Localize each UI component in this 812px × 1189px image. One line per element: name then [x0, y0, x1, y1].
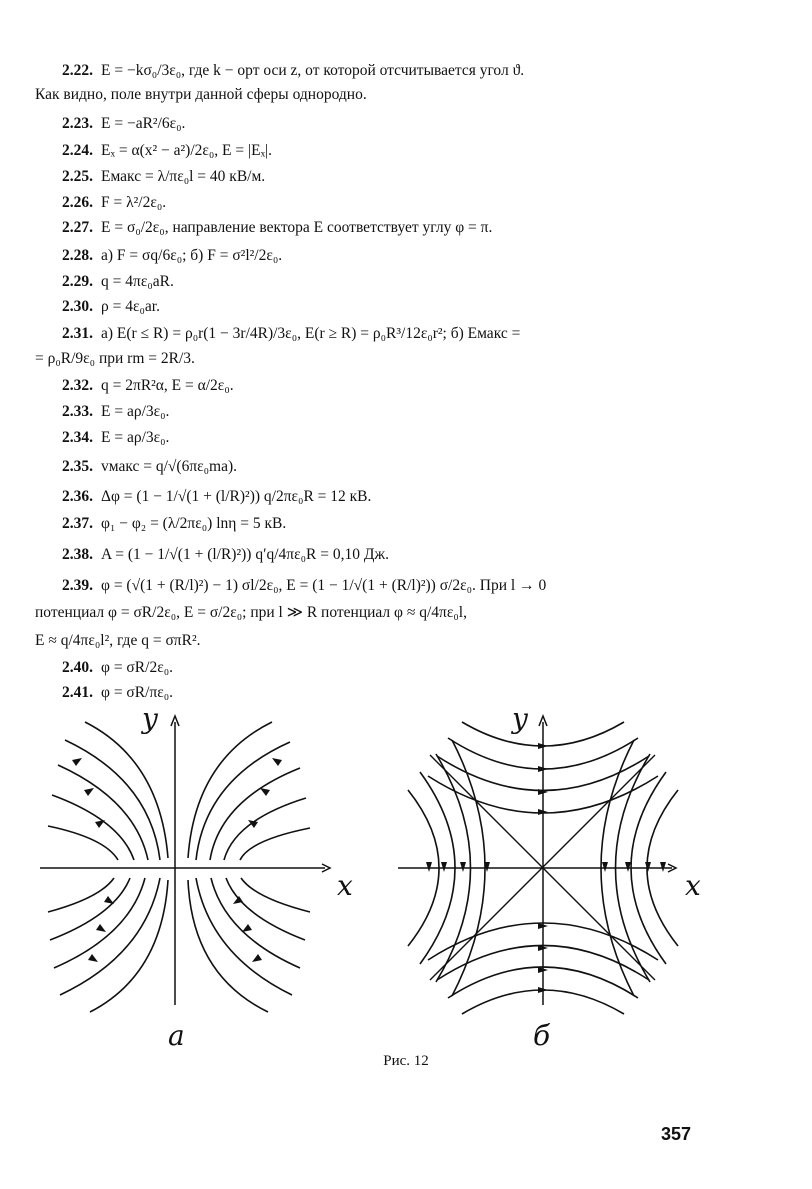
answer-2-35: [62, 458, 237, 476]
panel-a: [40, 702, 353, 1050]
answer-text: потенциал φ = σR/2ε₀, E = σ/2ε₀; при l ≫ R потенциал φ ≈ q/4πε₀l,: [35, 604, 467, 621]
answer-text: Eₓ = α(x² − a²)/2ε₀, E = |Eₓ|.: [101, 142, 273, 159]
answer-number: 2.36.: [62, 488, 93, 505]
answer-text: Как видно, поле внутри данной сферы однородно.: [35, 86, 367, 103]
answer-number: 2.29.: [62, 273, 93, 290]
answer-number: 2.39.: [62, 577, 93, 594]
answer-number: 2.38.: [62, 546, 93, 563]
field-lines-a: [48, 722, 310, 1012]
answer-number: 2.31.: [62, 325, 93, 342]
answer-text: Eмакс = λ/πε₀l = 40 кВ/м.: [101, 168, 266, 185]
answer-2-23: [62, 115, 185, 133]
answer-2-39-cont2: [35, 632, 200, 650]
answer-number: 2.28.: [62, 247, 93, 264]
answer-number: 2.33.: [62, 403, 93, 420]
page-number: 357: [661, 1124, 692, 1144]
x-axis-label: x: [685, 869, 701, 902]
answer-text: A = (1 − 1/√(1 + (l/R)²)) q′q/4πε₀R = 0,10 Дж.: [101, 546, 389, 563]
answer-number: 2.22.: [62, 62, 93, 79]
answer-text: φ₁ − φ₂ = (λ/2πε₀) lnη = 5 кВ.: [101, 515, 287, 532]
answer-2-32: [62, 377, 234, 395]
answer-number: 2.26.: [62, 194, 93, 211]
answer-text: Δφ = (1 − 1/√(1 + (l/R)²)) q/2πε₀R = 12 кВ.: [101, 488, 372, 505]
answer-2-31-cont: [35, 350, 195, 368]
answer-number: 2.34.: [62, 429, 93, 446]
x-axis-label: x: [337, 869, 353, 902]
y-axis-label: y: [142, 702, 158, 735]
answer-text: E ≈ q/4πε₀l², где q = σπR².: [35, 632, 201, 649]
answer-number: 2.40.: [62, 659, 93, 676]
answer-number: 2.25.: [62, 168, 93, 185]
answer-2-22-cont: [35, 86, 367, 104]
answer-2-40: [62, 659, 173, 677]
answer-text: E = −aR²/6ε₀.: [101, 115, 186, 132]
panel-b: [398, 702, 701, 1050]
answer-number: 2.23.: [62, 115, 93, 132]
answer-text: φ = (√(1 + (R/l)²) − 1) σl/2ε₀, E = (1 − 1/√(1 + (R/l)²)) σ/2ε₀. При l → 0: [101, 577, 547, 594]
answer-2-34: [62, 429, 169, 447]
answer-text: F = λ²/2ε₀.: [101, 194, 167, 211]
answer-2-24: [62, 142, 272, 160]
answer-2-26: [62, 194, 166, 212]
answer-text: а) E(r ≤ R) = ρ₀r(1 − 3r/4R)/3ε₀, E(r ≥ R) = ρ₀R³/12ε₀r²; б) Eмакс =: [101, 325, 521, 342]
answer-text: φ = σR/2ε₀.: [101, 659, 173, 676]
answer-2-37: [62, 515, 286, 533]
answer-2-28: [62, 247, 282, 265]
answer-text: = ρ₀R/9ε₀ при rm = 2R/3.: [35, 350, 195, 367]
panel-a-label: a: [168, 1019, 185, 1050]
answer-number: 2.30.: [62, 298, 93, 315]
answer-2-36: [62, 488, 371, 506]
field-lines-figure: [0, 700, 812, 1050]
answer-2-31: [62, 325, 520, 343]
answer-text: E = aρ/3ε₀.: [101, 429, 170, 446]
answer-number: 2.41.: [62, 684, 93, 701]
answer-2-22: [62, 62, 524, 80]
answer-2-39: [62, 577, 546, 595]
answer-number: 2.32.: [62, 377, 93, 394]
answer-text: φ = σR/πε₀.: [101, 684, 174, 701]
answer-text: ρ = 4ε₀ar.: [101, 298, 160, 315]
answer-2-38: [62, 546, 389, 564]
answer-2-30: [62, 298, 160, 316]
answer-number: 2.24.: [62, 142, 93, 159]
answer-text: а) F = σq/6ε₀; б) F = σ²l²/2ε₀.: [101, 247, 283, 264]
answer-number: 2.35.: [62, 458, 93, 475]
answer-text: E = aρ/3ε₀.: [101, 403, 170, 420]
answer-number: 2.37.: [62, 515, 93, 532]
answer-number: 2.27.: [62, 219, 93, 236]
answer-text: E = σ₀/2ε₀, направление вектора E соответствует углу φ = π.: [101, 219, 493, 236]
y-axis-label: y: [512, 702, 528, 735]
answer-2-33: [62, 403, 169, 421]
answer-2-29: [62, 273, 174, 291]
answer-text: q = 4πε₀aR.: [101, 273, 174, 290]
answer-text: q = 2πR²α, E = α/2ε₀.: [101, 377, 234, 394]
arrow-marks-a: [72, 758, 282, 962]
panel-b-label: б: [533, 1019, 551, 1050]
answer-2-39-cont1: [35, 603, 467, 622]
answer-2-27: [62, 219, 492, 237]
answer-text: E = −kσ₀/3ε₀, где k − орт оси z, от которой отсчитывается угол ϑ.: [101, 62, 525, 79]
figure-caption: Рис. 12: [383, 1053, 429, 1069]
answer-text: vмакс = q/√(6πε₀ma).: [101, 458, 238, 475]
answer-2-25: [62, 168, 265, 186]
